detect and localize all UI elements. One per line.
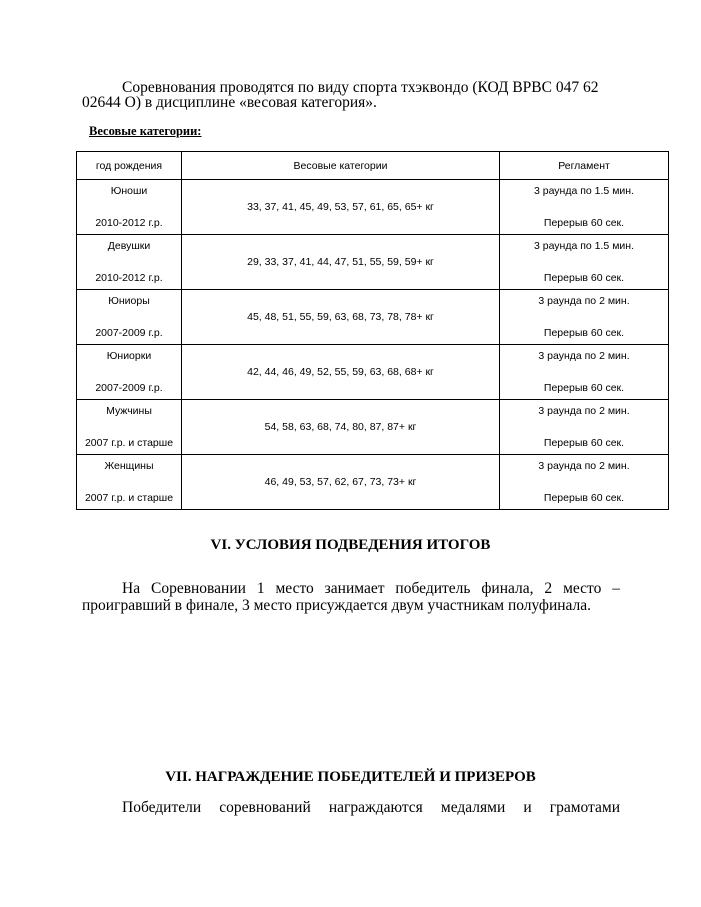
break: Перерыв 60 сек. — [543, 382, 625, 394]
group-years: 2007 г.р. и старше — [84, 492, 174, 504]
rounds: 3 раунда по 2 мин. — [538, 460, 630, 472]
cell-regulation — [500, 345, 669, 400]
rounds: 3 раунда по 2 мин. — [538, 405, 630, 417]
rounds: 3 раунда по 2 мин. — [538, 295, 630, 307]
intro-text: Соревнования проводятся по виду спорта тхэквондо (КОД ВРВС 047 62 02644 О) в дисциплине «весовая категория». — [82, 79, 599, 111]
group-name: Юниоры — [108, 295, 150, 307]
cell-regulation — [500, 235, 669, 290]
section-6-title: VI. УСЛОВИЯ ПОДВЕДЕНИЯ ИТОГОВ — [210, 537, 491, 553]
break: Перерыв 60 сек. — [543, 272, 625, 284]
cell-weights: 45, 48, 51, 55, 59, 63, 68, 73, 78, 78+ кг — [182, 290, 500, 345]
section-7-title: VII. НАГРАЖДЕНИЕ ПОБЕДИТЕЛЕЙ И ПРИЗЕРОВ — [165, 769, 536, 785]
weight-categories-table — [76, 151, 669, 510]
cell-age-group — [77, 400, 182, 455]
rounds: 3 раунда по 2 мин. — [538, 350, 630, 362]
group-name: Юниорки — [106, 350, 152, 362]
break: Перерыв 60 сек. — [543, 492, 625, 504]
cell-age-group — [77, 180, 182, 235]
cell-weights: 46, 49, 53, 57, 62, 67, 73, 73+ кг — [182, 455, 500, 510]
table-row — [77, 400, 669, 455]
table-row — [77, 180, 669, 235]
table-row — [77, 235, 669, 290]
cell-weights: 33, 37, 41, 45, 49, 53, 57, 61, 65, 65+ кг — [182, 180, 500, 235]
group-name: Юноши — [110, 185, 148, 197]
group-name: Мужчины — [106, 405, 152, 417]
results-paragraph — [82, 580, 620, 614]
rounds: 3 раунда по 1.5 мин. — [533, 240, 634, 252]
cell-weights: 54, 58, 63, 68, 74, 80, 87, 87+ кг — [182, 400, 500, 455]
group-years: 2007-2009 г.р. — [95, 382, 163, 394]
cell-regulation — [500, 180, 669, 235]
header-birth-year: год рождения — [77, 152, 182, 180]
group-years: 2010-2012 г.р. — [95, 272, 163, 284]
break: Перерыв 60 сек. — [543, 327, 625, 339]
cell-regulation — [500, 400, 669, 455]
group-name: Женщины — [104, 460, 154, 472]
group-name: Девушки — [107, 240, 151, 252]
cell-regulation — [500, 455, 669, 510]
table-header-row — [77, 152, 669, 180]
cell-age-group — [77, 235, 182, 290]
results-text: На Соревновании 1 место занимает победитель финала, 2 место – проигравший в финале, 3 место присуждается двум участникам полуфинала. — [82, 580, 620, 614]
awards-text: Победители соревнований награждаются медалями и грамотами — [122, 799, 620, 816]
awards-paragraph — [82, 799, 620, 817]
rounds: 3 раунда по 1.5 мин. — [533, 185, 634, 197]
cell-regulation — [500, 290, 669, 345]
cell-weights: 42, 44, 46, 49, 52, 55, 59, 63, 68, 68+ кг — [182, 345, 500, 400]
table-row — [77, 290, 669, 345]
group-years: 2007 г.р. и старше — [84, 437, 174, 449]
weight-categories-heading: Весовые категории: — [89, 124, 202, 138]
group-years: 2007-2009 г.р. — [95, 327, 163, 339]
break: Перерыв 60 сек. — [543, 217, 625, 229]
group-years: 2010-2012 г.р. — [95, 217, 163, 229]
cell-age-group — [77, 345, 182, 400]
cell-age-group — [77, 455, 182, 510]
intro-paragraph — [82, 80, 622, 110]
cell-weights: 29, 33, 37, 41, 44, 47, 51, 55, 59, 59+ кг — [182, 235, 500, 290]
table-row — [77, 455, 669, 510]
cell-age-group — [77, 290, 182, 345]
header-regulation: Регламент — [500, 152, 669, 180]
table-row — [77, 345, 669, 400]
break: Перерыв 60 сек. — [543, 437, 625, 449]
header-weight-categories: Весовые категории — [182, 152, 500, 180]
